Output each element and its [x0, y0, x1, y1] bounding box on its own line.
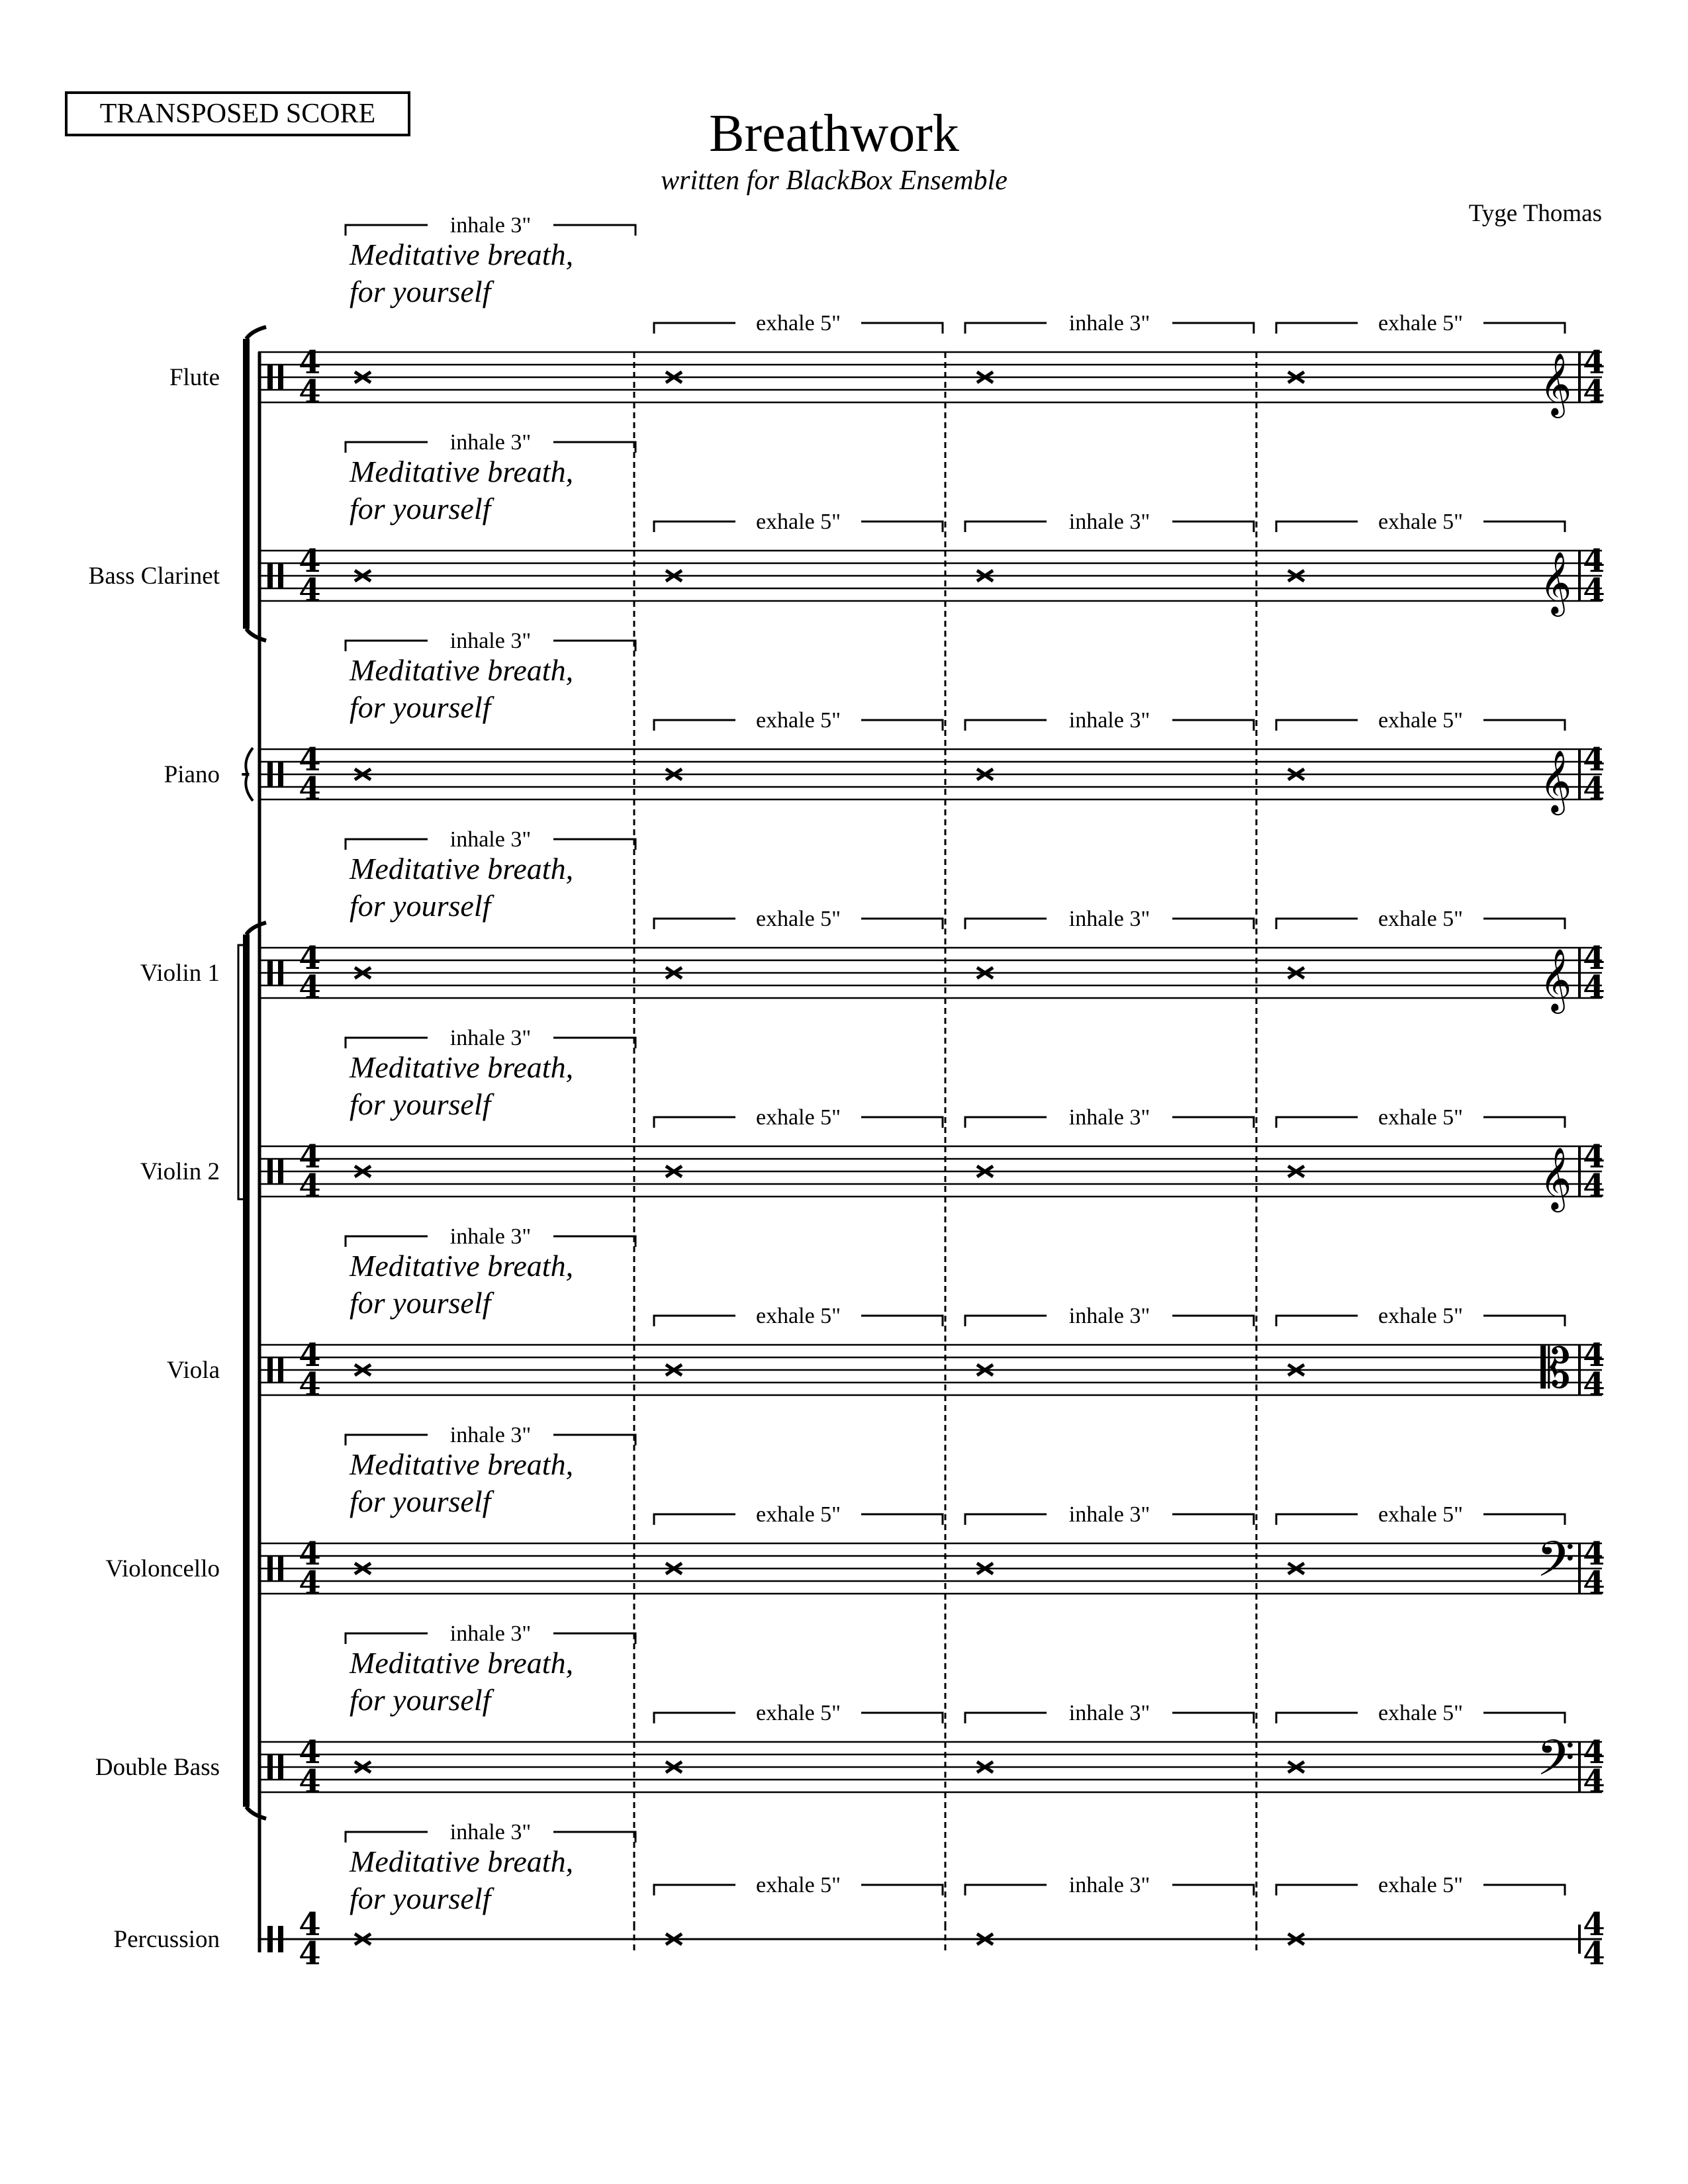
- treble-clef-icon: 𝄞: [1539, 750, 1572, 813]
- inhale-bracket-label: inhale 3": [449, 430, 532, 455]
- exhale-bracket-right: [861, 720, 943, 731]
- percussion-clef-bar: [278, 960, 283, 985]
- meditative-text-line1: Meditative breath,: [350, 1050, 574, 1084]
- exhale-bracket-right: [861, 1885, 943, 1895]
- inhale-bracket-right: [1172, 1713, 1254, 1723]
- meditative-text-line2: for yourself: [350, 1683, 491, 1717]
- exhale-bracket-right: [861, 522, 943, 532]
- bass-clef-icon: 𝄢: [1536, 1729, 1575, 1799]
- piano-brace: [243, 748, 253, 801]
- strings-bracket-bottom: [246, 1807, 266, 1819]
- percussion-clef-bar: [267, 365, 273, 390]
- exhale-bracket-left: [1276, 522, 1358, 532]
- inhale-bracket-left: [346, 1435, 428, 1445]
- inhale-bracket-left: [965, 1885, 1047, 1895]
- exhale-bracket-label: exhale 5": [755, 1502, 841, 1527]
- exhale-bracket-right: [1483, 919, 1565, 929]
- inhale-bracket-label: inhale 3": [1068, 708, 1150, 733]
- exhale-bracket-label: exhale 5": [755, 1873, 841, 1897]
- inhale-bracket-left: [346, 641, 428, 651]
- exhale-bracket-left: [1276, 323, 1358, 334]
- exhale-bracket-label: exhale 5": [1378, 311, 1464, 336]
- percussion-clef-bar: [267, 563, 273, 588]
- time-signature-denominator: 4: [1583, 1366, 1605, 1403]
- inhale-bracket-left: [965, 1713, 1047, 1723]
- inhale-bracket-right: [1172, 1885, 1254, 1895]
- instrument-name-violin-2: Violin 2: [140, 1158, 220, 1185]
- inhale-bracket-label: inhale 3": [449, 1423, 532, 1447]
- inhale-bracket-label: inhale 3": [449, 213, 532, 238]
- time-signature-denominator: 4: [299, 1565, 321, 1602]
- time-signature-numerator: 4: [299, 344, 321, 381]
- time-signature-numerator: 4: [1583, 1138, 1605, 1175]
- exhale-bracket-right: [861, 1514, 943, 1525]
- percussion-clef-bar: [278, 1556, 283, 1581]
- time-signature-numerator: 4: [299, 1337, 321, 1374]
- exhale-bracket-label: exhale 5": [755, 708, 841, 733]
- time-signature-numerator: 4: [299, 1138, 321, 1175]
- time-signature-numerator: 4: [1583, 741, 1605, 778]
- exhale-bracket-left: [1276, 720, 1358, 731]
- inhale-bracket-right: [553, 1435, 635, 1445]
- inhale-bracket-label: inhale 3": [1068, 907, 1150, 931]
- time-signature-denominator: 4: [299, 572, 321, 609]
- exhale-bracket-right: [1483, 1885, 1565, 1895]
- inhale-bracket-label: inhale 3": [1068, 510, 1150, 534]
- exhale-bracket-right: [861, 1713, 943, 1723]
- percussion-clef-bar: [278, 1357, 283, 1383]
- meditative-text-line1: Meditative breath,: [350, 1447, 574, 1481]
- time-signature-denominator: 4: [1583, 1935, 1605, 1972]
- time-signature-numerator: 4: [299, 1734, 321, 1771]
- treble-clef-icon: 𝄞: [1539, 1147, 1572, 1210]
- inhale-bracket-label: inhale 3": [449, 1224, 532, 1249]
- time-signature-numerator: 4: [1583, 344, 1605, 381]
- time-signature-denominator: 4: [1583, 969, 1605, 1006]
- inhale-bracket-right: [553, 442, 635, 453]
- time-signature-denominator: 4: [1583, 373, 1605, 410]
- inhale-bracket-label: inhale 3": [1068, 311, 1150, 336]
- page-subtitle: written for BlackBox Ensemble: [661, 165, 1008, 196]
- exhale-bracket-label: exhale 5": [755, 907, 841, 931]
- exhale-bracket-label: exhale 5": [755, 311, 841, 336]
- exhale-bracket-label: exhale 5": [1378, 1502, 1464, 1527]
- inhale-bracket-label: inhale 3": [449, 629, 532, 653]
- exhale-bracket-left: [1276, 919, 1358, 929]
- inhale-bracket-left: [346, 839, 428, 850]
- time-signature-numerator: 4: [1583, 1535, 1605, 1572]
- woodwind-bracket-bottom: [246, 629, 266, 641]
- inhale-bracket-label: inhale 3": [1068, 1701, 1150, 1725]
- time-signature-denominator: 4: [1583, 572, 1605, 609]
- exhale-bracket-right: [1483, 1713, 1565, 1723]
- instrument-name-piano: Piano: [164, 761, 220, 788]
- time-signature-denominator: 4: [1583, 1167, 1605, 1205]
- score-label: TRANSPOSED SCORE: [99, 99, 376, 129]
- meditative-text-line2: for yourself: [350, 275, 491, 308]
- time-signature-denominator: 4: [1583, 1565, 1605, 1602]
- exhale-bracket-label: exhale 5": [1378, 1873, 1464, 1897]
- exhale-bracket-label: exhale 5": [1378, 1701, 1464, 1725]
- percussion-clef-bar: [267, 1357, 273, 1383]
- exhale-bracket-right: [1483, 323, 1565, 334]
- time-signature-denominator: 4: [299, 1763, 321, 1800]
- inhale-bracket-left: [965, 1316, 1047, 1326]
- time-signature-denominator: 4: [1583, 1763, 1605, 1800]
- exhale-bracket-right: [861, 919, 943, 929]
- inhale-bracket-label: inhale 3": [449, 1026, 532, 1050]
- exhale-bracket-label: exhale 5": [755, 510, 841, 534]
- inhale-bracket-left: [965, 1117, 1047, 1128]
- percussion-clef-bar: [267, 1754, 273, 1780]
- score-system: [89, 213, 1605, 1972]
- inhale-bracket-right: [553, 641, 635, 651]
- time-signature-denominator: 4: [299, 1167, 321, 1205]
- exhale-bracket-label: exhale 5": [1378, 907, 1464, 931]
- inhale-bracket-label: inhale 3": [1068, 1873, 1150, 1897]
- inhale-bracket-right: [1172, 1514, 1254, 1525]
- exhale-bracket-left: [1276, 1117, 1358, 1128]
- meditative-text-line2: for yourself: [350, 492, 491, 525]
- percussion-clef-bar: [267, 762, 273, 787]
- inhale-bracket-label: inhale 3": [449, 1621, 532, 1646]
- instrument-name-percussion: Percussion: [113, 1926, 220, 1953]
- exhale-bracket-right: [861, 1316, 943, 1326]
- exhale-bracket-label: exhale 5": [1378, 1304, 1464, 1328]
- percussion-clef-bar: [278, 762, 283, 787]
- percussion-clef-bar: [278, 1754, 283, 1780]
- inhale-bracket-left: [346, 225, 428, 236]
- exhale-bracket-left: [654, 1514, 735, 1525]
- alto-clef-icon: 𝄡: [1540, 1338, 1571, 1400]
- percussion-clef-bar: [278, 365, 283, 390]
- inhale-bracket-left: [965, 323, 1047, 334]
- time-signature-numerator: 4: [299, 940, 321, 977]
- time-signature-numerator: 4: [1583, 1734, 1605, 1771]
- inhale-bracket-left: [965, 522, 1047, 532]
- time-signature-denominator: 4: [299, 1935, 321, 1972]
- inhale-bracket-right: [553, 1832, 635, 1843]
- exhale-bracket-right: [1483, 720, 1565, 731]
- instrument-name-violin-1: Violin 1: [140, 960, 220, 987]
- exhale-bracket-right: [1483, 1514, 1565, 1525]
- exhale-bracket-left: [654, 1713, 735, 1723]
- exhale-bracket-left: [654, 919, 735, 929]
- time-signature-denominator: 4: [299, 969, 321, 1006]
- exhale-bracket-left: [654, 522, 735, 532]
- meditative-text-line1: Meditative breath,: [350, 653, 574, 687]
- exhale-bracket-left: [1276, 1316, 1358, 1326]
- percussion-clef-bar: [278, 563, 283, 588]
- strings-bracket-top: [246, 923, 266, 934]
- composer: Tyge Thomas: [1468, 200, 1602, 227]
- exhale-bracket-right: [861, 323, 943, 334]
- meditative-text-line2: for yourself: [350, 889, 491, 923]
- inhale-bracket-left: [965, 1514, 1047, 1525]
- inhale-bracket-label: inhale 3": [1068, 1304, 1150, 1328]
- inhale-bracket-left: [346, 1633, 428, 1644]
- inhale-bracket-right: [553, 1038, 635, 1048]
- inhale-bracket-left: [346, 442, 428, 453]
- inhale-bracket-label: inhale 3": [449, 827, 532, 852]
- percussion-clef-bar: [278, 1159, 283, 1184]
- page-title: Breathwork: [709, 105, 959, 163]
- inhale-bracket-left: [346, 1038, 428, 1048]
- inhale-bracket-right: [1172, 1316, 1254, 1326]
- meditative-text-line2: for yourself: [350, 1484, 491, 1518]
- exhale-bracket-right: [1483, 1316, 1565, 1326]
- time-signature-numerator: 4: [299, 1906, 321, 1943]
- inhale-bracket-left: [965, 919, 1047, 929]
- exhale-bracket-left: [654, 323, 735, 334]
- time-signature-denominator: 4: [299, 373, 321, 410]
- time-signature-numerator: 4: [299, 1535, 321, 1572]
- instrument-name-flute: Flute: [169, 364, 220, 391]
- meditative-text-line1: Meditative breath,: [350, 1844, 574, 1878]
- exhale-bracket-left: [654, 720, 735, 731]
- time-signature-numerator: 4: [1583, 940, 1605, 977]
- inhale-bracket-right: [553, 839, 635, 850]
- instrument-name-bass-clarinet: Bass Clarinet: [88, 563, 220, 590]
- inhale-bracket-right: [1172, 522, 1254, 532]
- instrument-name-double-bass: Double Bass: [95, 1754, 220, 1781]
- woodwind-bracket-top: [246, 327, 266, 339]
- instrument-name-viola: Viola: [167, 1357, 220, 1384]
- time-signature-numerator: 4: [299, 741, 321, 778]
- exhale-bracket-left: [1276, 1713, 1358, 1723]
- exhale-bracket-left: [654, 1316, 735, 1326]
- inhale-bracket-right: [553, 225, 635, 236]
- inhale-bracket-left: [965, 720, 1047, 731]
- meditative-text-line2: for yourself: [350, 1087, 491, 1121]
- percussion-clef-bar: [278, 1926, 283, 1952]
- inhale-bracket-right: [1172, 720, 1254, 731]
- exhale-bracket-label: exhale 5": [755, 1105, 841, 1130]
- meditative-text-line1: Meditative breath,: [350, 1249, 574, 1283]
- exhale-bracket-right: [861, 1117, 943, 1128]
- exhale-bracket-label: exhale 5": [1378, 1105, 1464, 1130]
- percussion-clef-bar: [267, 960, 273, 985]
- percussion-clef-bar: [267, 1159, 273, 1184]
- exhale-bracket-label: exhale 5": [755, 1304, 841, 1328]
- meditative-text-line1: Meditative breath,: [350, 1646, 574, 1680]
- meditative-text-line1: Meditative breath,: [350, 852, 574, 886]
- meditative-text-line1: Meditative breath,: [350, 455, 574, 488]
- inhale-bracket-label: inhale 3": [1068, 1105, 1150, 1130]
- time-signature-denominator: 4: [1583, 770, 1605, 807]
- time-signature-denominator: 4: [299, 770, 321, 807]
- inhale-bracket-right: [553, 1236, 635, 1247]
- exhale-bracket-label: exhale 5": [755, 1701, 841, 1725]
- exhale-bracket-left: [654, 1885, 735, 1895]
- exhale-bracket-label: exhale 5": [1378, 708, 1464, 733]
- exhale-bracket-left: [654, 1117, 735, 1128]
- treble-clef-icon: 𝄞: [1539, 948, 1572, 1011]
- treble-clef-icon: 𝄞: [1539, 551, 1572, 614]
- inhale-bracket-right: [1172, 1117, 1254, 1128]
- percussion-clef-bar: [267, 1926, 273, 1952]
- exhale-bracket-label: exhale 5": [1378, 510, 1464, 534]
- time-signature-numerator: 4: [1583, 1337, 1605, 1374]
- inhale-bracket-right: [553, 1633, 635, 1644]
- time-signature-numerator: 4: [299, 543, 321, 580]
- percussion-clef-bar: [267, 1556, 273, 1581]
- time-signature-numerator: 4: [1583, 1906, 1605, 1943]
- bass-clef-icon: 𝄢: [1536, 1531, 1575, 1600]
- inhale-bracket-left: [346, 1832, 428, 1843]
- inhale-bracket-label: inhale 3": [1068, 1502, 1150, 1527]
- exhale-bracket-right: [1483, 1117, 1565, 1128]
- inhale-bracket-left: [346, 1236, 428, 1247]
- time-signature-denominator: 4: [299, 1366, 321, 1403]
- instrument-name-violoncello: Violoncello: [105, 1555, 220, 1582]
- time-signature-numerator: 4: [1583, 543, 1605, 580]
- exhale-bracket-left: [1276, 1514, 1358, 1525]
- meditative-text-line2: for yourself: [350, 690, 491, 724]
- inhale-bracket-right: [1172, 919, 1254, 929]
- meditative-text-line1: Meditative breath,: [350, 238, 574, 271]
- exhale-bracket-left: [1276, 1885, 1358, 1895]
- treble-clef-icon: 𝄞: [1539, 353, 1572, 416]
- meditative-text-line2: for yourself: [350, 1882, 491, 1915]
- exhale-bracket-right: [1483, 522, 1565, 532]
- inhale-bracket-label: inhale 3": [449, 1820, 532, 1844]
- inhale-bracket-right: [1172, 323, 1254, 334]
- meditative-text-line2: for yourself: [350, 1286, 491, 1320]
